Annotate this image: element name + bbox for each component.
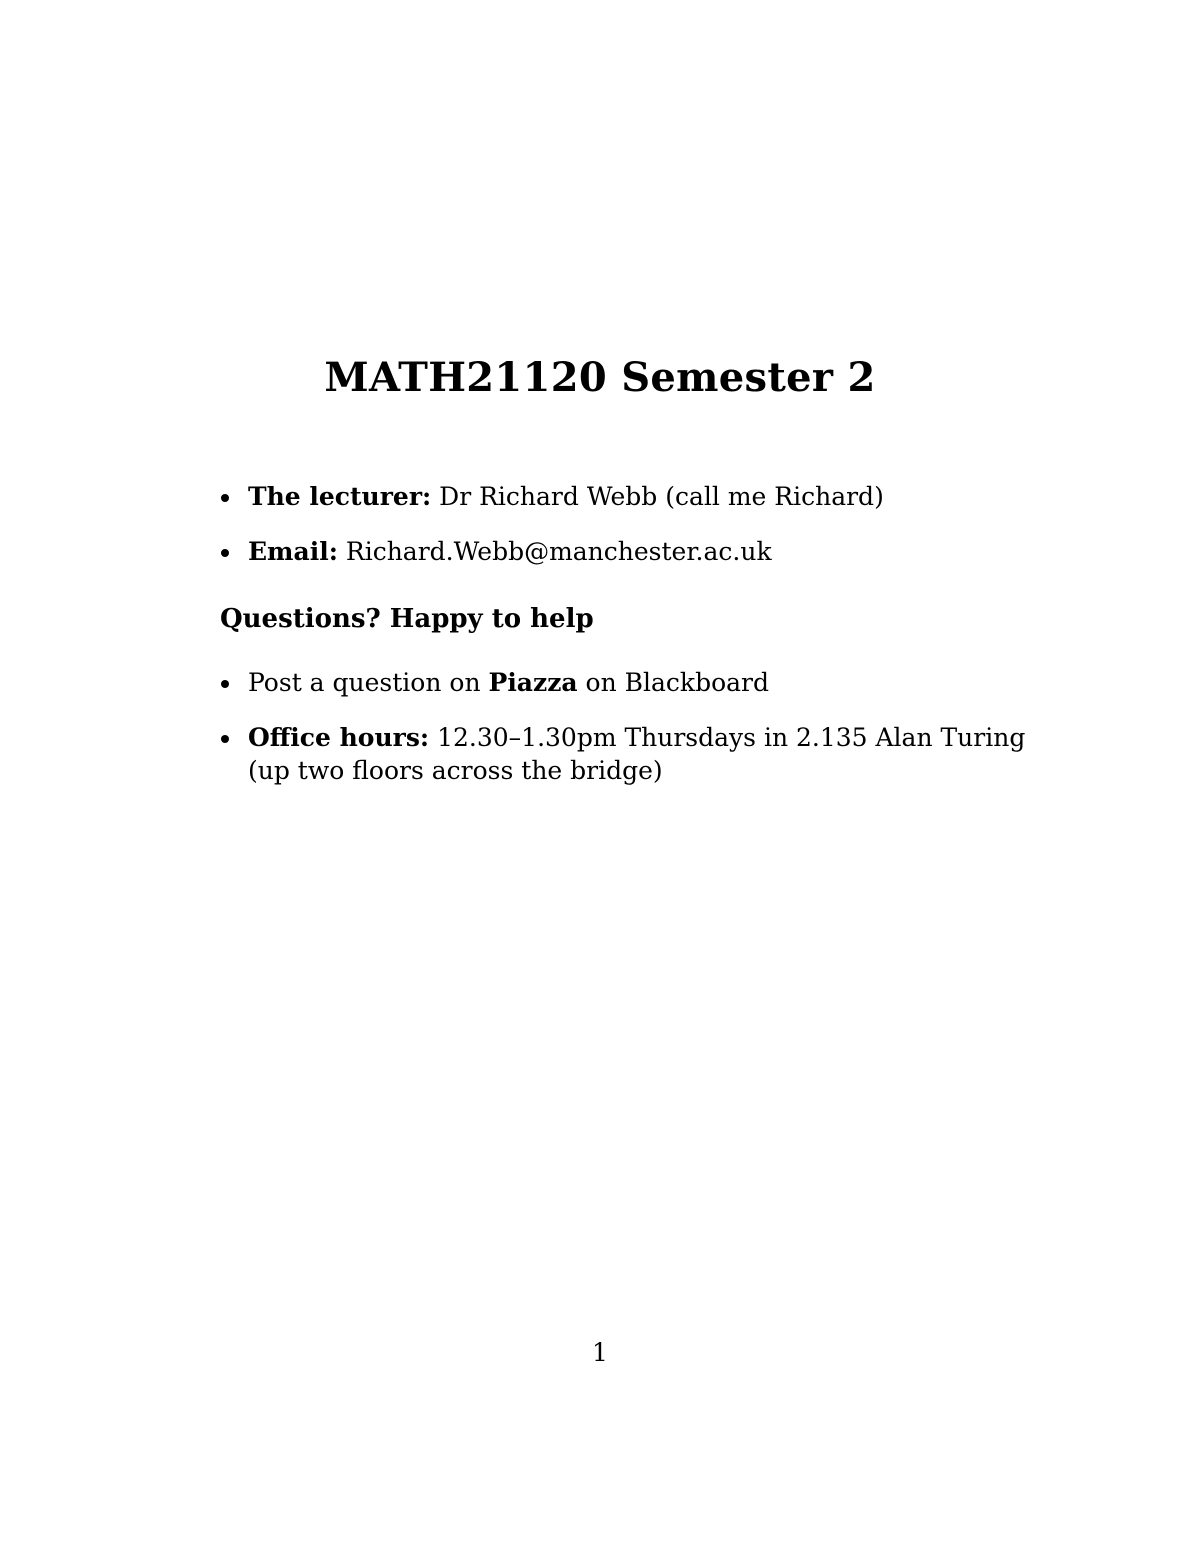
contact-list <box>220 480 1050 590</box>
bullet-icon <box>221 735 229 743</box>
lecturer-item <box>220 480 1050 513</box>
piazza-prefix: Post a question on <box>248 668 489 697</box>
office-hours-label: Office hours: <box>248 723 430 752</box>
bullet-icon <box>221 494 229 502</box>
page-number: 1 <box>592 1338 608 1367</box>
email-label: Email: <box>248 537 338 566</box>
help-list <box>220 666 1050 809</box>
email-value: Richard.Webb@manchester.ac.uk <box>337 537 772 566</box>
office-hours-item <box>220 721 1050 787</box>
lecturer-label: The lecturer: <box>248 482 432 511</box>
questions-heading: Questions? Happy to help <box>220 604 594 634</box>
email-item <box>220 535 1050 568</box>
piazza-suffix: on Blackboard <box>577 668 769 697</box>
bullet-icon <box>221 680 229 688</box>
bullet-icon <box>221 549 229 557</box>
piazza-name: Piazza <box>488 668 578 697</box>
piazza-item <box>220 666 1050 699</box>
page-title: MATH21120 Semester 2 <box>324 354 876 401</box>
office-hours-value: 12.30–1.30pm Thursdays in 2.135 Alan Turing (up two floors across the bridge) <box>248 723 1026 785</box>
lecturer-value: Dr Richard Webb (call me Richard) <box>431 482 884 511</box>
